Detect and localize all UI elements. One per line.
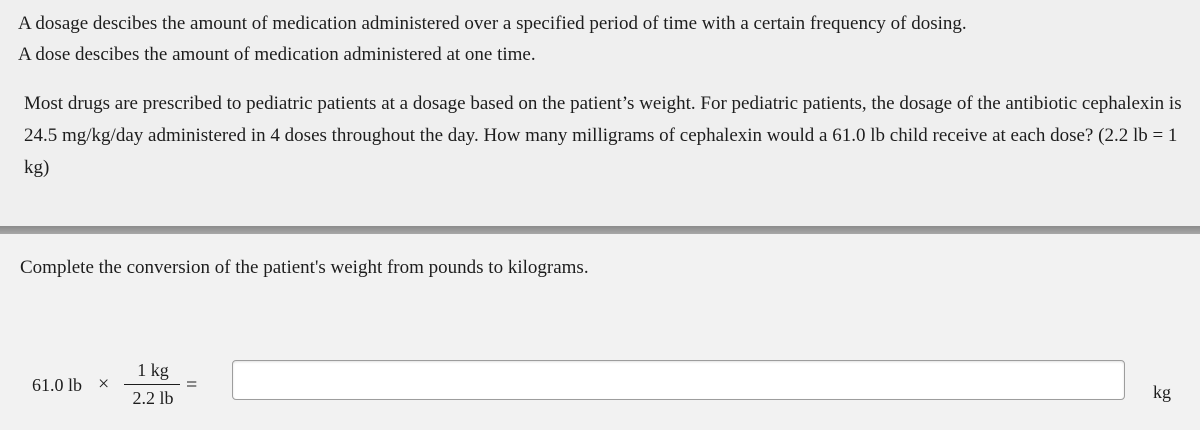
- starting-weight: 61.0 lb: [32, 375, 83, 395]
- dose-definition: A dose descibes the amount of medication administered at one time.: [18, 44, 536, 65]
- weight-conversion-equation: [32, 357, 1182, 411]
- conversion-fraction: [124, 360, 182, 408]
- section-divider: [0, 226, 1200, 234]
- fraction-denominator: 2.2 lb: [132, 388, 174, 408]
- kilograms-unit-label: kg: [1153, 382, 1171, 402]
- conversion-instruction: Complete the conversion of the patient's weight from pounds to kilograms.: [20, 257, 589, 278]
- multiplication-symbol: ×: [98, 373, 110, 395]
- fraction-bar: [124, 384, 180, 385]
- dosage-definition: A dosage descibes the amount of medication administered over a specified period of time with a certain frequency of dosing.: [18, 13, 967, 34]
- dosage-question: Most drugs are prescribed to pediatric patients at a dosage based on the patient’s weight. For pediatric patients, the dosage of the antibiotic cephalexin is 24.5 mg/kg/day administered in 4 doses throughout the day. How many milligrams of cephalexin would a 61.0 lb child receive at each dose? (2.2 lb = 1 kg): [24, 93, 1182, 178]
- fraction-numerator: 1 kg: [137, 360, 169, 380]
- equals-symbol: =: [186, 374, 198, 396]
- kilograms-answer-input[interactable]: [232, 360, 1125, 400]
